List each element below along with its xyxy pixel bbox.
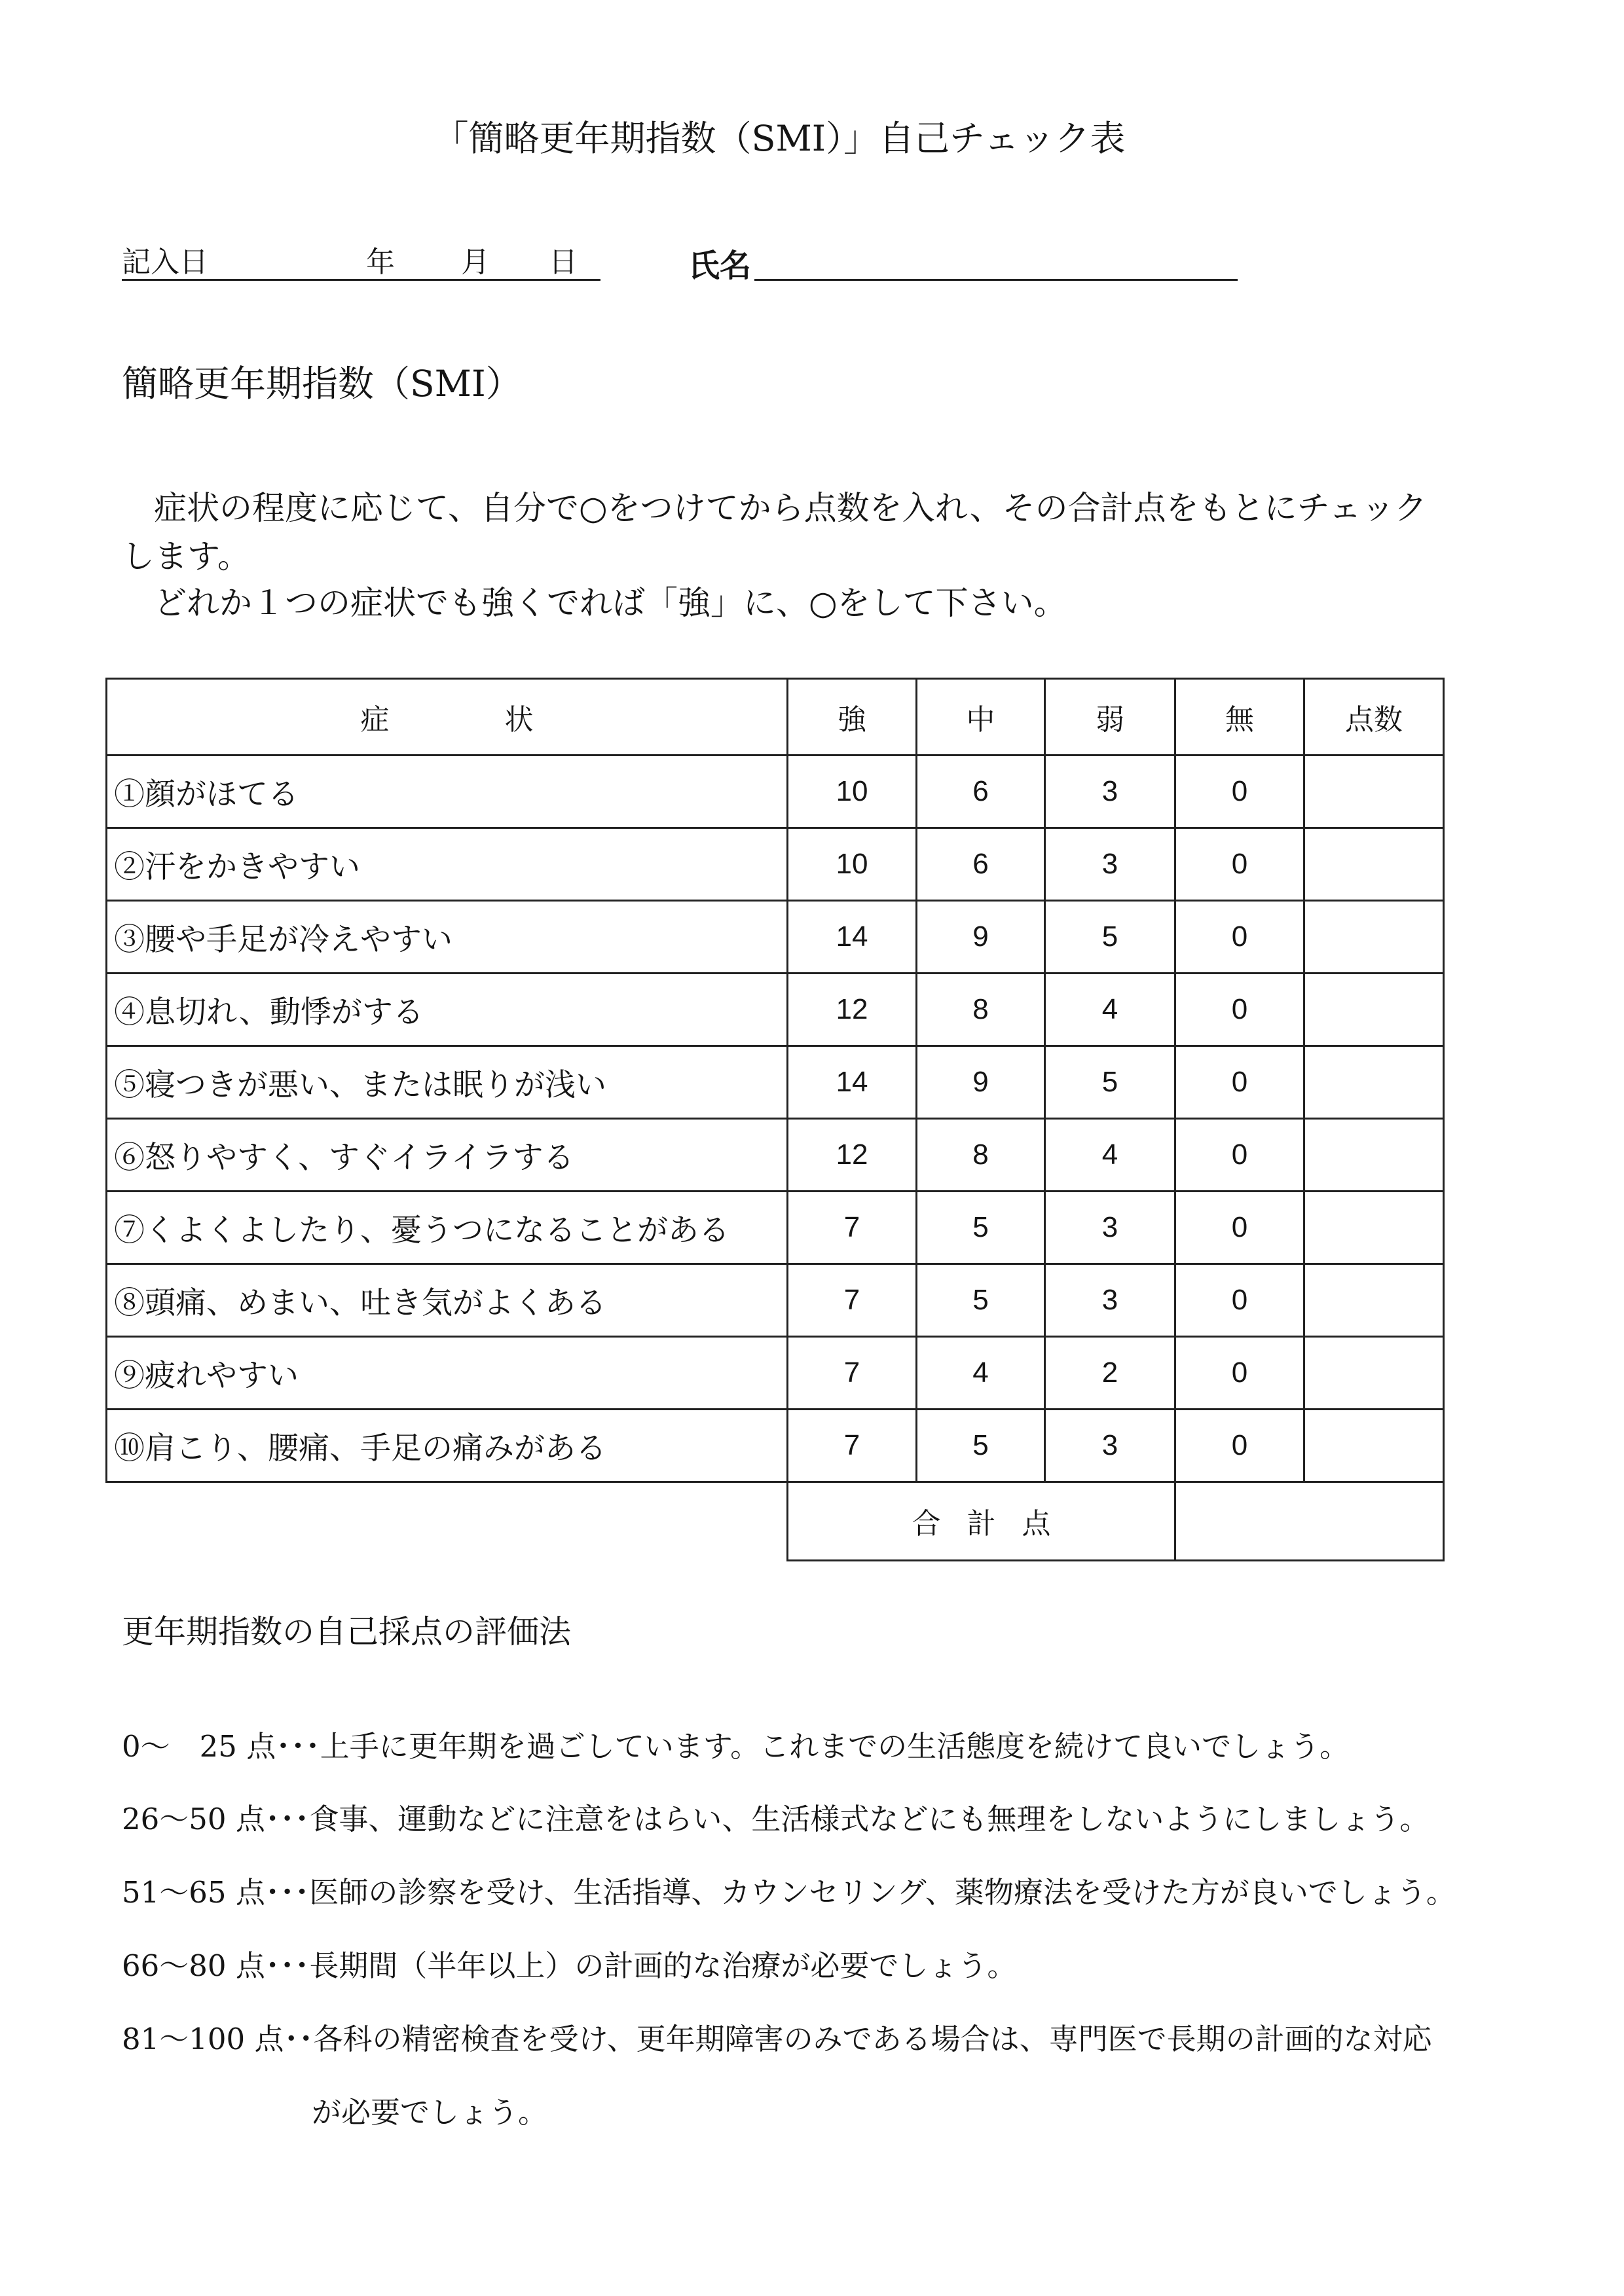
table-row bbox=[107, 756, 1444, 828]
score-none-cell: 0 bbox=[1175, 974, 1304, 1046]
score-medium-cell: 6 bbox=[917, 756, 1045, 828]
table-row bbox=[107, 1264, 1444, 1337]
total-points-cell bbox=[1175, 1482, 1444, 1561]
header-points: 点数 bbox=[1304, 679, 1444, 756]
instruction-line-3: どれか１つの症状でも強くでれば「強」に、○をして下さい。 bbox=[154, 584, 1067, 622]
table-row bbox=[107, 1046, 1444, 1119]
evaluation-text: 医師の診察を受け、生活指導、カウンセリング、薬物療法を受けた方が良いでしょう。 bbox=[309, 1875, 1456, 1910]
score-medium-cell: 4 bbox=[917, 1337, 1045, 1410]
score-medium-cell: 8 bbox=[917, 1119, 1045, 1192]
instruction-line-1: 症状の程度に応じて、自分で○をつけてから点数を入れ、その合計点をもとにチェック bbox=[154, 489, 1428, 527]
symptom-cell: ⑥怒りやすく、すぐイライラする bbox=[107, 1119, 788, 1192]
points-cell bbox=[1304, 756, 1444, 828]
total-row bbox=[788, 1482, 1444, 1561]
score-medium-cell: 5 bbox=[917, 1410, 1045, 1482]
symptom-cell: ④息切れ、動悸がする bbox=[107, 974, 788, 1046]
entry-month-label: 月 bbox=[461, 246, 490, 279]
symptom-table-body bbox=[107, 756, 1444, 1482]
symptom-cell: ③腰や手足が冷えやすい bbox=[107, 901, 788, 974]
evaluation-text: 各科の精密検査を受け、更年期障害のみである場合は、専門医で長期の計画的な対応 bbox=[313, 2022, 1432, 2056]
evaluation-heading: 更年期指数の自己採点の評価法 bbox=[122, 1613, 572, 1650]
evaluation-item bbox=[122, 2023, 1432, 2056]
evaluation-item bbox=[122, 1803, 1429, 1836]
score-weak-cell: 4 bbox=[1045, 974, 1175, 1046]
score-strong-cell: 10 bbox=[788, 828, 917, 901]
section-heading: 簡略更年期指数（SMI） bbox=[122, 363, 522, 405]
score-medium-cell: 8 bbox=[917, 974, 1045, 1046]
score-none-cell: 0 bbox=[1175, 1264, 1304, 1337]
score-weak-cell: 3 bbox=[1045, 756, 1175, 828]
header-weak: 弱 bbox=[1045, 679, 1175, 756]
instruction-line-2: します。 bbox=[122, 538, 250, 575]
evaluation-item bbox=[122, 1876, 1456, 1909]
score-weak-cell: 3 bbox=[1045, 1264, 1175, 1337]
score-weak-cell: 5 bbox=[1045, 1046, 1175, 1119]
header-none: 無 bbox=[1175, 679, 1304, 756]
score-weak-cell: 2 bbox=[1045, 1337, 1175, 1410]
score-weak-cell: 3 bbox=[1045, 1410, 1175, 1482]
table-row bbox=[107, 1119, 1444, 1192]
evaluation-text: 上手に更年期を過ごしています。これまでの生活態度を続けて良いでしょう。 bbox=[320, 1729, 1350, 1764]
score-medium-cell: 9 bbox=[917, 1046, 1045, 1119]
score-strong-cell: 12 bbox=[788, 1119, 917, 1192]
table-row bbox=[107, 1337, 1444, 1410]
evaluation-continuation: が必要でしょう。 bbox=[312, 2095, 548, 2130]
score-weak-cell: 3 bbox=[1045, 1192, 1175, 1264]
evaluation-range: 66～80 点･･･ bbox=[122, 1948, 310, 1983]
total-label: 合計点 bbox=[788, 1482, 1175, 1561]
points-cell bbox=[1304, 1337, 1444, 1410]
header-strong: 強 bbox=[788, 679, 917, 756]
points-cell bbox=[1304, 1410, 1444, 1482]
symptom-cell: ②汗をかきやすい bbox=[107, 828, 788, 901]
score-medium-cell: 5 bbox=[917, 1192, 1045, 1264]
score-weak-cell: 5 bbox=[1045, 901, 1175, 974]
table-header bbox=[107, 679, 1444, 756]
points-cell bbox=[1304, 1264, 1444, 1337]
header-medium: 中 bbox=[917, 679, 1045, 756]
evaluation-text: 長期間（半年以上）の計画的な治療が必要でしょう。 bbox=[309, 1948, 1017, 1983]
score-none-cell: 0 bbox=[1175, 1410, 1304, 1482]
evaluation-item bbox=[122, 1730, 1349, 1763]
evaluation-range: 0～ 25 点･･･ bbox=[122, 1729, 320, 1764]
score-none-cell: 0 bbox=[1175, 1119, 1304, 1192]
score-weak-cell: 4 bbox=[1045, 1119, 1175, 1192]
table-row bbox=[107, 1192, 1444, 1264]
points-cell bbox=[1304, 1046, 1444, 1119]
score-medium-cell: 5 bbox=[917, 1264, 1045, 1337]
entry-date-label: 記入日 bbox=[122, 246, 208, 279]
entry-year-label: 年 bbox=[366, 246, 395, 279]
score-strong-cell: 14 bbox=[788, 901, 917, 974]
name-underline bbox=[754, 279, 1238, 281]
table-header-row bbox=[107, 679, 1444, 756]
score-none-cell: 0 bbox=[1175, 756, 1304, 828]
evaluation-range: 51～65 点･･･ bbox=[122, 1875, 310, 1910]
score-strong-cell: 14 bbox=[788, 1046, 917, 1119]
name-label: 氏名 bbox=[688, 247, 752, 284]
document-title: 「簡略更年期指数（SMI）」自己チェック表 bbox=[433, 118, 1126, 159]
score-medium-cell: 9 bbox=[917, 901, 1045, 974]
score-strong-cell: 12 bbox=[788, 974, 917, 1046]
points-cell bbox=[1304, 828, 1444, 901]
score-strong-cell: 7 bbox=[788, 1410, 917, 1482]
evaluation-range: 81～100 点･･ bbox=[122, 2022, 314, 2056]
score-strong-cell: 7 bbox=[788, 1337, 917, 1410]
score-medium-cell: 6 bbox=[917, 828, 1045, 901]
symptom-cell: ①顔がほてる bbox=[107, 756, 788, 828]
score-none-cell: 0 bbox=[1175, 1192, 1304, 1264]
evaluation-text: 食事、運動などに注意をはらい、生活様式などにも無理をしないようにしましょう。 bbox=[309, 1802, 1430, 1836]
entry-day-label: 日 bbox=[549, 246, 578, 279]
evaluation-range: 26～50 点･･･ bbox=[122, 1802, 310, 1836]
points-cell bbox=[1304, 974, 1444, 1046]
table-row bbox=[107, 1410, 1444, 1482]
symptom-score-table bbox=[105, 678, 1445, 1483]
points-cell bbox=[1304, 1119, 1444, 1192]
entry-date-line bbox=[122, 246, 600, 281]
points-cell bbox=[1304, 901, 1444, 974]
total-score-table bbox=[786, 1482, 1445, 1561]
score-none-cell: 0 bbox=[1175, 901, 1304, 974]
score-strong-cell: 7 bbox=[788, 1264, 917, 1337]
table-row bbox=[107, 828, 1444, 901]
score-none-cell: 0 bbox=[1175, 1046, 1304, 1119]
symptom-cell: ⑧頭痛、めまい、吐き気がよくある bbox=[107, 1264, 788, 1337]
header-symptom: 症 状 bbox=[107, 679, 788, 756]
score-strong-cell: 7 bbox=[788, 1192, 917, 1264]
score-weak-cell: 3 bbox=[1045, 828, 1175, 901]
score-none-cell: 0 bbox=[1175, 828, 1304, 901]
symptom-cell: ⑨疲れやすい bbox=[107, 1337, 788, 1410]
score-strong-cell: 10 bbox=[788, 756, 917, 828]
points-cell bbox=[1304, 1192, 1444, 1264]
symptom-cell: ⑩肩こり、腰痛、手足の痛みがある bbox=[107, 1410, 788, 1482]
evaluation-item bbox=[122, 1950, 1016, 1982]
table-row bbox=[107, 974, 1444, 1046]
table-row bbox=[107, 901, 1444, 974]
symptom-cell: ⑦くよくよしたり、憂うつになることがある bbox=[107, 1192, 788, 1264]
score-none-cell: 0 bbox=[1175, 1337, 1304, 1410]
symptom-cell: ⑤寝つきが悪い、または眠りが浅い bbox=[107, 1046, 788, 1119]
